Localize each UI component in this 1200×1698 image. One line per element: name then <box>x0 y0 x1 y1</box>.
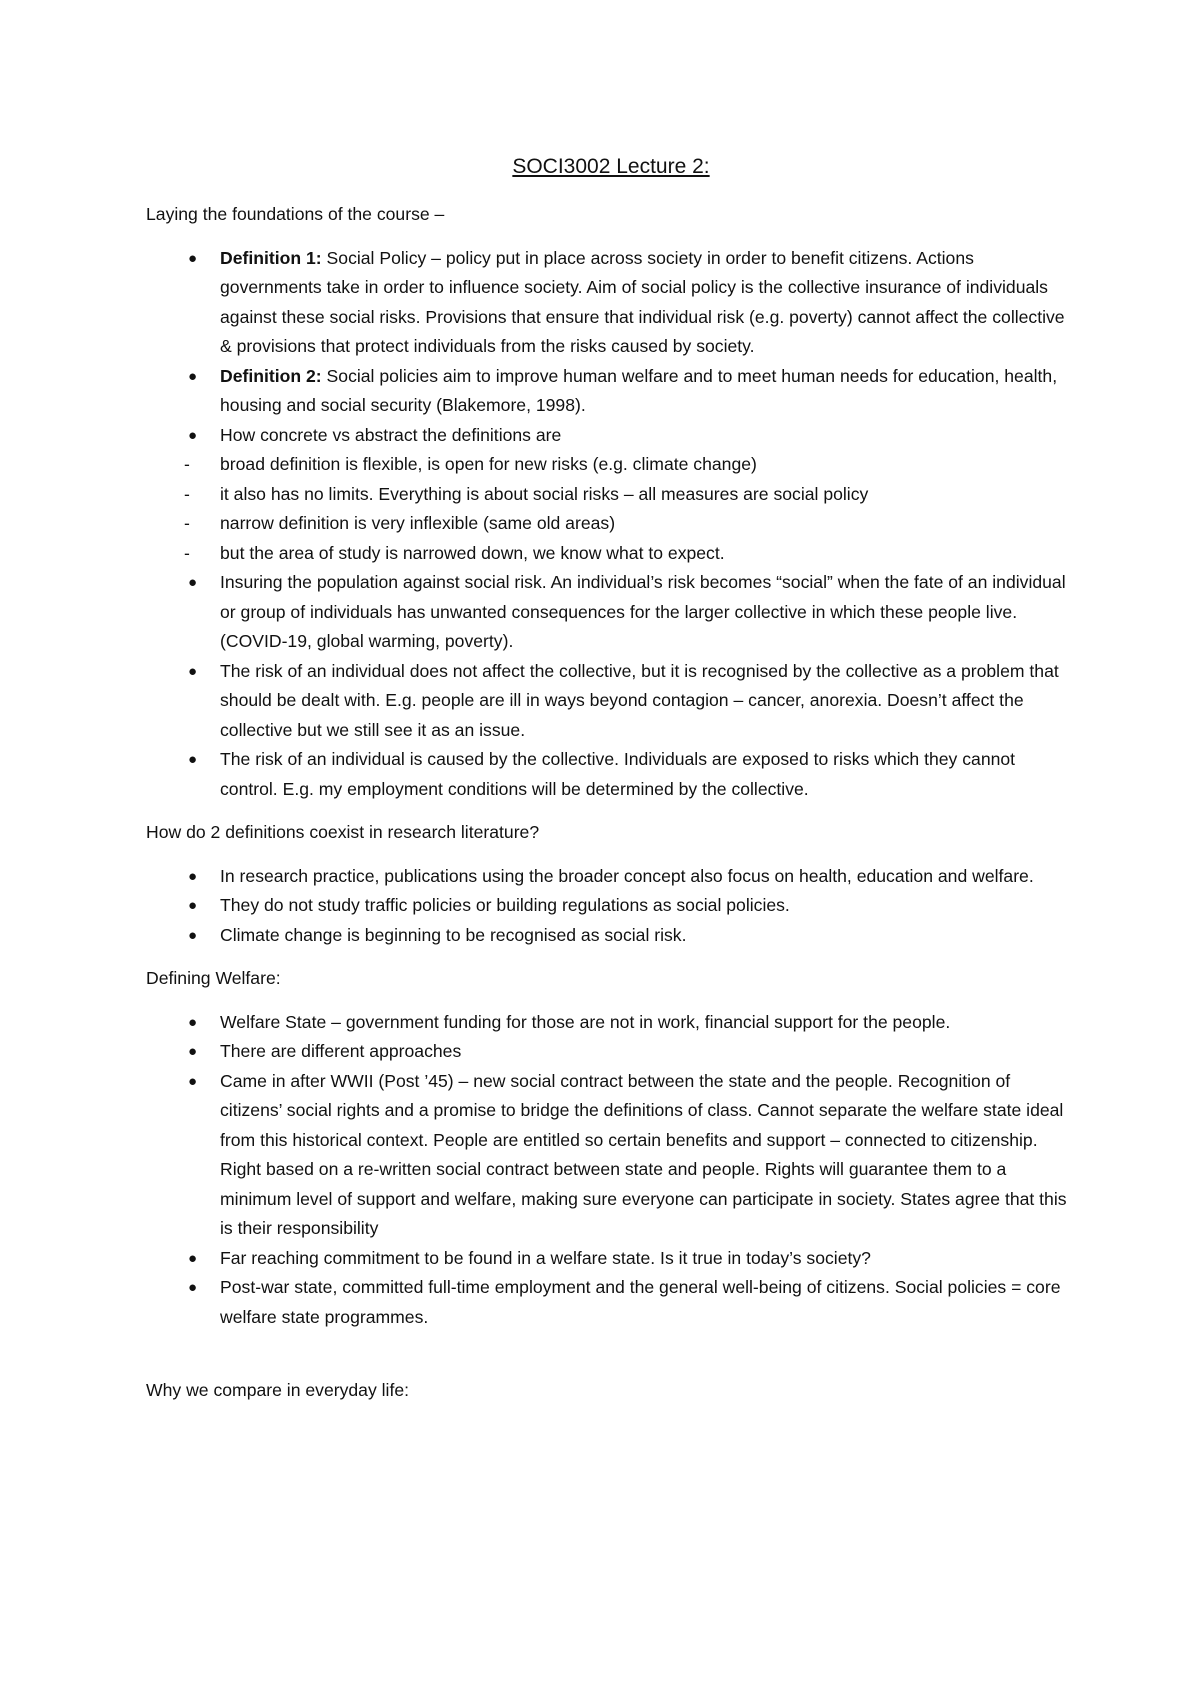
sub-list-text: narrow definition is very inflexible (same old areas) <box>220 513 616 533</box>
section-heading: How do 2 definitions coexist in research literature? <box>146 822 540 842</box>
bullet-icon: ● <box>188 1249 198 1267</box>
definitions-list <box>146 244 1076 805</box>
list-item <box>146 1273 1076 1332</box>
bullet-icon: ● <box>188 926 198 944</box>
sub-list-item <box>184 539 1076 569</box>
list-item-text: There are different approaches <box>220 1041 462 1061</box>
list-item <box>146 745 1076 804</box>
list-item <box>146 244 1076 362</box>
section-heading: Defining Welfare: <box>146 968 281 988</box>
list-item-text: Welfare State – government funding for those are not in work, financial support for the people. <box>220 1011 951 1032</box>
intro-line: Laying the foundations of the course – <box>146 204 445 224</box>
definition-text: Social policies aim to improve human welfare and to meet human needs for education, health, housing and social security (Blakemore, 1998). <box>220 365 1058 415</box>
definition-label: Definition 2: <box>220 365 322 386</box>
list-item <box>146 921 1076 951</box>
list-item-text: The risk of an individual does not affect the collective, but it is recognised by the collective as a problem that should be dealt with. E.g. people are ill in ways beyond contagion – cancer, anorexia. Doesn’t affect the collective but we still see it as an issue. <box>220 660 1059 740</box>
list-item-text: Came in after WWII (Post ’45) – new social contract between the state and the people. Recognition of citizens’ social rights and a promise to bridge the definitions of class. Cannot separate the welfare state ideal from this historical context. People are entitled so certain benefits and support – connected to citizenship. Right based on a re-written social contract between state and people. Rights will guarantee them to a minimum level of support and welfare, making sure everyone can participate in society. States agree that this is their responsibility <box>220 1070 1067 1238</box>
sub-list-text: but the area of study is narrowed down, we know what to expect. <box>220 542 725 563</box>
list-item <box>146 1067 1076 1244</box>
document-body <box>146 152 1076 1420</box>
bullet-icon: ● <box>188 426 198 444</box>
dash-icon: - <box>184 454 190 474</box>
bullet-icon: ● <box>188 574 198 591</box>
list-item-text: Climate change is beginning to be recognised as social risk. <box>220 924 687 945</box>
definition-text: Social Policy – policy put in place across society in order to benefit citizens. Actions governments take in order to influence society. Aim of social policy is the collective insurance of individuals against these social risks. Provisions that ensure that individual risk (e.g. poverty) cannot affect the collective & provisions that protect individuals from the risks caused by society. <box>220 247 1065 356</box>
list-item <box>146 1244 1076 1274</box>
list-item-text: Post-war state, committed full-time employment and the general well-being of citizens. Social policies = core welfare state programmes. <box>220 1277 1061 1327</box>
bullet-icon: ● <box>188 367 198 385</box>
list-item-text: Insuring the population against social risk. An individual’s risk becomes “social” when the fate of an individual or group of individuals has unwanted consequences for the larger collective in which these people live. (COVID-19, global warming, poverty). <box>220 572 1066 651</box>
bullet-icon: ● <box>188 249 198 267</box>
bullet-icon: ● <box>188 662 198 680</box>
list-item <box>146 1008 1076 1038</box>
welfare-list <box>146 1008 1076 1333</box>
sub-list-text: it also has no limits. Everything is about social risks – all measures are social policy <box>220 483 869 504</box>
list-item <box>146 1037 1076 1067</box>
list-item <box>146 421 1076 569</box>
list-item <box>146 862 1076 892</box>
sub-list-text: broad definition is flexible, is open for new risks (e.g. climate change) <box>220 454 757 474</box>
dash-icon: - <box>184 513 190 533</box>
sub-list-item <box>184 509 1076 539</box>
sub-list-item <box>184 480 1076 510</box>
bullet-icon: ● <box>188 897 198 914</box>
dash-icon: - <box>184 542 190 563</box>
bullet-icon: ● <box>188 751 198 768</box>
list-item <box>146 362 1076 421</box>
list-item <box>146 568 1076 657</box>
sub-list-item <box>184 450 1076 480</box>
sub-list <box>184 450 1076 568</box>
section-heading: Why we compare in everyday life: <box>146 1380 410 1400</box>
bullet-icon: ● <box>188 1279 198 1296</box>
bullet-icon: ● <box>188 867 198 885</box>
list-item-text: The risk of an individual is caused by the collective. Individuals are exposed to risks which they cannot control. E.g. my employment conditions will be determined by the collective. <box>220 749 1016 799</box>
bullet-icon: ● <box>188 1072 198 1090</box>
list-item-text: Far reaching commitment to be found in a welfare state. Is it true in today’s society? <box>220 1247 871 1268</box>
list-item-text: How concrete vs abstract the definitions are <box>220 424 562 445</box>
research-list <box>146 862 1076 951</box>
dash-icon: - <box>184 483 190 504</box>
list-item-text: In research practice, publications using the broader concept also focus on health, education and welfare. <box>220 865 1034 886</box>
bullet-icon: ● <box>188 1013 198 1031</box>
list-item <box>146 657 1076 746</box>
definition-label: Definition 1: <box>220 247 322 268</box>
list-item-text: They do not study traffic policies or building regulations as social policies. <box>220 895 790 915</box>
spacer <box>146 1346 1076 1376</box>
page-title: SOCI3002 Lecture 2: <box>512 155 710 178</box>
list-item <box>146 891 1076 921</box>
bullet-icon: ● <box>188 1043 198 1060</box>
